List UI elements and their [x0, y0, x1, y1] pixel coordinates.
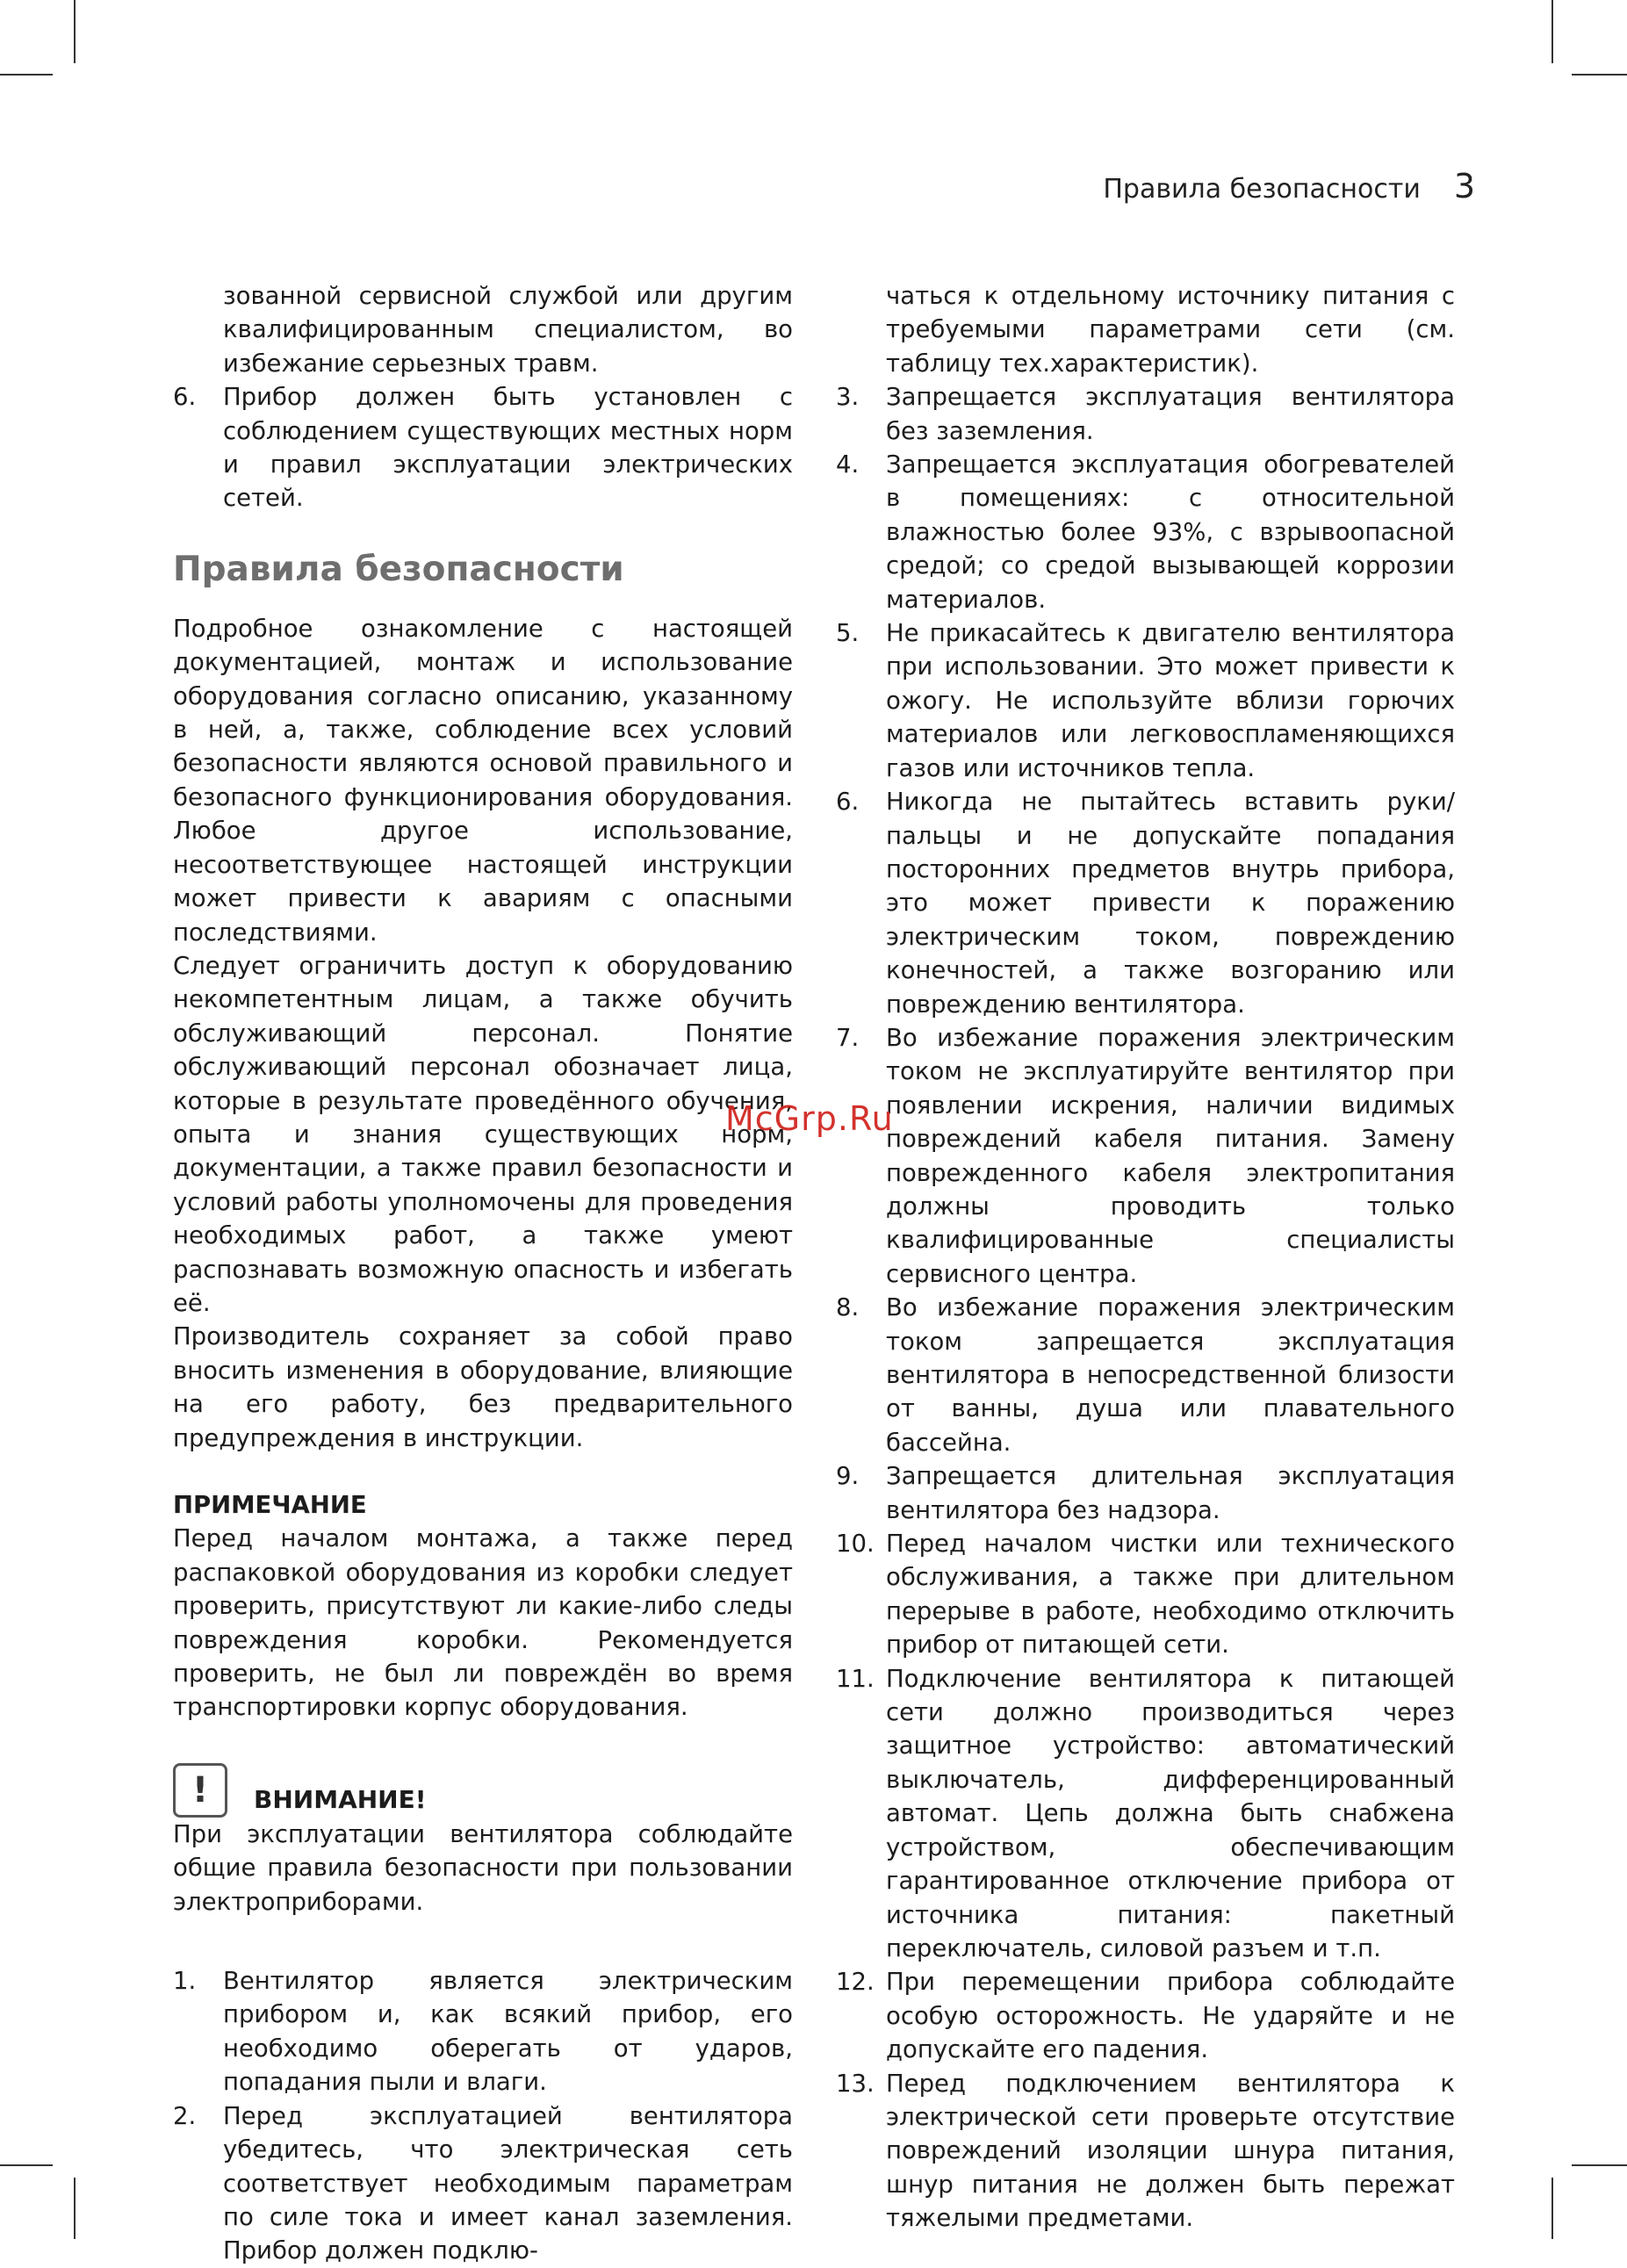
list-item	[836, 1527, 1455, 1662]
page-number: 3	[1453, 167, 1475, 205]
list-item	[836, 448, 1455, 616]
list-item-text: Вентилятор является электрическим прибором и, как всякий прибор, его необходимо оберегать от ударов, попадания пыли и влаги.	[223, 1967, 793, 2097]
list-item	[173, 380, 793, 515]
list-item-text: Перед подключением вентилятора к электрической сети проверьте отсутствие повреждений изоляции шнура питания, шнур питания не должен быть пережат тяжелыми предметами.	[886, 2069, 1455, 2233]
list-item-number: 10.	[836, 1530, 875, 1559]
crop-mark	[0, 74, 53, 76]
list-item-text: Перед началом чистки или технического обслуживания, а также при длительном перерыве в работе, необходимо отключить прибор от питающей сети.	[886, 1530, 1455, 1660]
list-item-text: Подключение вентилятора к питающей сети должно производиться через защитное устройство: автоматический выключатель, дифференцированный автомат. Цепь должна быть снабжена устройством, обеспечивающим гарантированное отключение прибора от источника питания: пакетный переключатель, силовой разъем и т.п.	[886, 1664, 1455, 1962]
crop-mark	[0, 2164, 53, 2166]
watermark-logo: McGrp.Ru	[725, 1099, 894, 1138]
list-item-text: Прибор должен быть установлен с соблюдением существующих местных норм и правил эксплуатации электрических сетей.	[223, 383, 793, 513]
crop-mark	[1551, 2178, 1553, 2239]
list-item	[836, 616, 1455, 785]
list-item-number: 11.	[836, 1664, 875, 1693]
list-item	[836, 380, 1455, 448]
note-text: Перед началом монтажа, а также перед распаковкой оборудования из коробки следует проверить, присутствуют ли какие-либо следы повреждения коробки. Рекомендуется проверить, не был ли повреждён во время транспортировки корпус оборудования.	[173, 1524, 793, 1722]
list-item-number: 6.	[836, 788, 860, 817]
crop-mark	[1551, 0, 1553, 63]
list-item	[836, 1459, 1455, 1527]
list-item-text: Запрещается эксплуатация вентилятора без заземления.	[886, 383, 1455, 445]
spacer	[173, 1919, 793, 1964]
list-item-text: Перед эксплуатацией вентилятора убедитесь, что электрическая сеть соответствует необходимым параметрам по силе тока и имеет канал заземления. Прибор должен подклю-	[223, 2101, 793, 2265]
list-item-text: Не прикасайтесь к двигателю вентилятора при использовании. Это может привести к ожогу. Не используйте вблизи горючих материалов или легковоспламеняющихся газов или источников тепла.	[886, 619, 1455, 782]
list-item	[836, 785, 1455, 1021]
paragraph: Следует ограничить доступ к оборудованию некомпетентным лицам, а также обучить обслуживающий персонал. Понятие обслуживающий персонал обозначает лица, которые в результате проведённого обучения, опыта и знания существующих норм, документации, а также правил безопасности и условий работы уполномочены для проведения необходимых работ, а также умеют распознавать возможную опасность и избегать её.	[173, 951, 793, 1317]
left-column	[173, 279, 793, 2268]
continued-text: зованной сервисной службой или другим квалифицированным специалистом, во избежание серьезных травм.	[223, 282, 793, 378]
list-item-number: 6.	[173, 383, 197, 412]
list-item-text: Никогда не пытайтесь вставить руки/пальцы и не допускайте попадания посторонних предметов внутрь прибора, это может привести к поражению электрическим током, повреждению конечностей, а также возгоранию или повреждению вентилятора.	[886, 788, 1455, 1019]
list-item-number: 13.	[836, 2069, 875, 2098]
running-header	[1089, 167, 1475, 205]
list-item-text: Запрещается эксплуатация обогревателей в помещениях: с относительной влажностью более 93%, с взрывоопасной средой; со средой вызывающей коррозии материалов.	[886, 450, 1455, 614]
section-title: Правила безопасности	[173, 549, 624, 589]
exclamation-icon: !	[173, 1763, 227, 1818]
list-item-number: 1.	[173, 1967, 197, 1996]
list-item-number: 3.	[836, 383, 860, 412]
list-item-text: Во избежание поражения электрическим током не эксплуатируйте вентилятор при появлении искрения, наличии видимых повреждений кабеля питания. Замену поврежденного кабеля электропитания должны проводить только квалифицированные специалисты сервисного центра.	[886, 1023, 1455, 1288]
list-item	[836, 1291, 1455, 1459]
list-item	[836, 1021, 1455, 1291]
right-column	[836, 279, 1455, 2236]
list-item	[836, 1662, 1455, 1966]
crop-mark	[1572, 74, 1627, 76]
list-item	[836, 2067, 1455, 2236]
list-item	[173, 2099, 793, 2268]
crop-mark	[74, 0, 76, 63]
crop-mark	[74, 2178, 76, 2239]
list-item	[836, 1965, 1455, 2066]
warning-title: ВНИМАНИЕ!	[254, 1785, 427, 1815]
note-title: ПРИМЕЧАНИЕ	[173, 1491, 367, 1519]
continued-text: чаться к отдельному источнику питания с требуемыми параметрами сети (см. таблицу тех.характеристик).	[886, 282, 1455, 378]
list-item-number: 9.	[836, 1462, 860, 1491]
list-item-text: Во избежание поражения электрическим током запрещается эксплуатация вентилятора в непосредственной близости от ванны, душа или плавательного бассейна.	[886, 1293, 1455, 1457]
warning-header	[173, 1763, 793, 1818]
list-item-number: 8.	[836, 1293, 860, 1322]
list-item-number: 12.	[836, 1968, 875, 1997]
paragraph: Подробное ознакомление с настоящей документацией, монтаж и использование оборудования согласно описанию, указанному в ней, а, также, соблюдение всех условий безопасности являются основой правильного и безопасного функционирования оборудования. Любое другое использование, несоответствующее настоящей инструкции может привести к авариям с опасными последствиями.	[173, 614, 793, 947]
list-item-number: 5.	[836, 619, 860, 648]
running-header-title: Правила безопасности	[1103, 174, 1421, 205]
list-item	[173, 1964, 793, 2099]
list-item-text: Запрещается длительная эксплуатация вентилятора без надзора.	[886, 1462, 1455, 1524]
list-item-text: При перемещении прибора соблюдайте особую осторожность. Не ударяйте и не допускайте его падения.	[886, 1968, 1455, 2064]
warning-text: При эксплуатации вентилятора соблюдайте общие правила безопасности при пользовании электроприборами.	[173, 1819, 793, 1916]
list-item-number: 2.	[173, 2101, 197, 2130]
list-item-number: 7.	[836, 1023, 860, 1052]
crop-mark	[1572, 2164, 1627, 2166]
paragraph: Производитель сохраняет за собой право вносить изменения в оборудование, влияющие на его работу, без предварительного предупреждения в инструкции.	[173, 1322, 793, 1452]
list-item-number: 4.	[836, 450, 860, 479]
